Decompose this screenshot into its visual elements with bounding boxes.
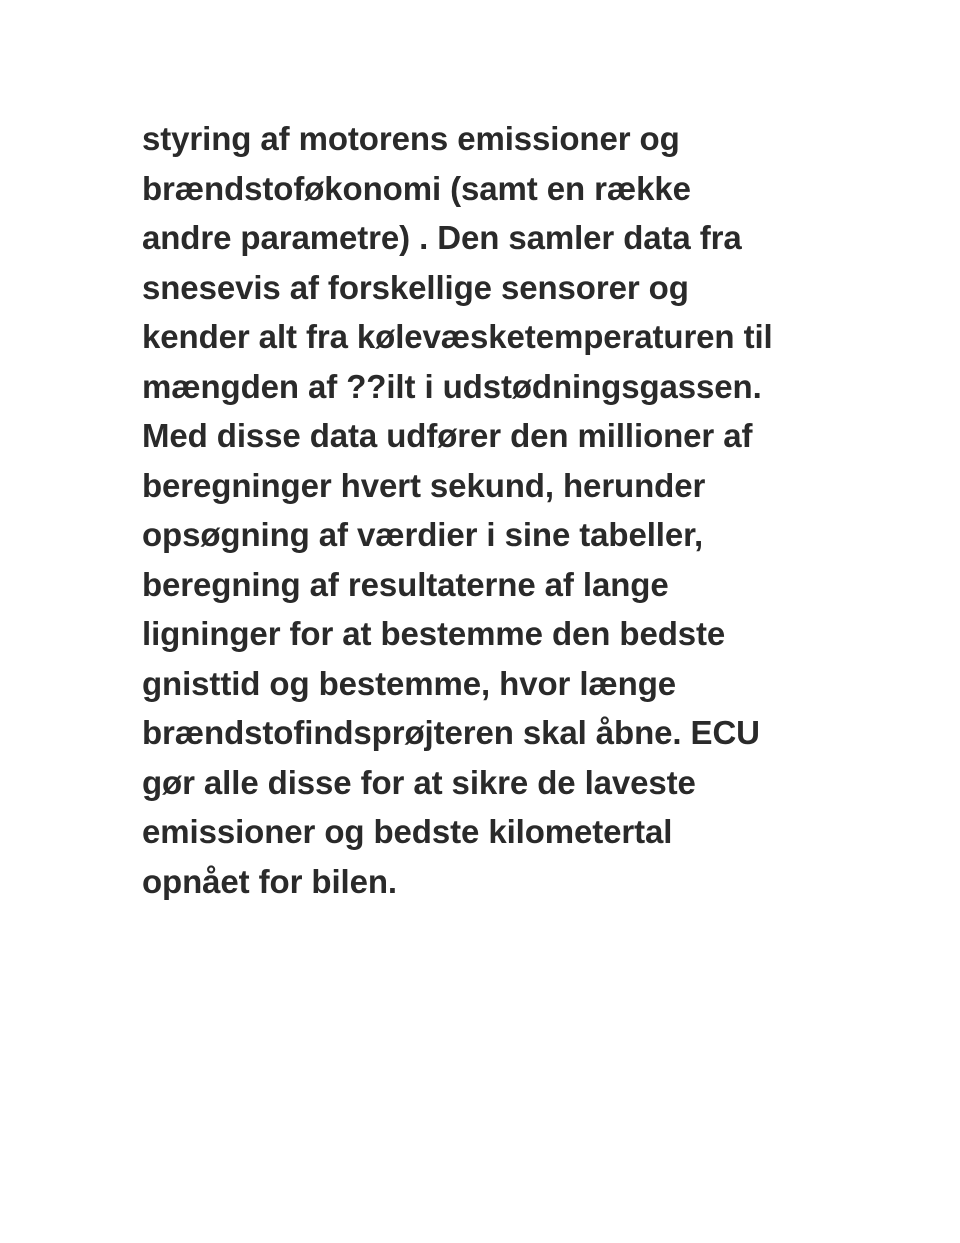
paragraph-line: brændstoføkonomi (samt en række (142, 169, 691, 207)
body-paragraph (142, 114, 862, 906)
paragraph-line: beregninger hvert sekund, herunder (142, 466, 706, 504)
paragraph-line: snesevis af forskellige sensorer og (142, 268, 689, 306)
paragraph-line: andre parametre) . Den samler data fra (142, 219, 742, 256)
paragraph-line: beregning af resultaterne af lange (142, 565, 669, 603)
paragraph-line: emissioner og bedste kilometertal (142, 813, 673, 850)
paragraph-line: ligninger for at bestemme den bedste (142, 615, 726, 652)
paragraph-line: gør alle disse for at sikre de laveste (142, 763, 696, 801)
paragraph-line: opsøgning af værdier i sine tabeller, (142, 516, 704, 553)
paragraph-line: gnisttid og bestemme, hvor længe (142, 664, 677, 702)
paragraph-line: kender alt fra kølevæsketemperaturen til (142, 318, 773, 355)
paragraph-line: mængden af ??ilt i udstødningsgassen. (142, 367, 762, 405)
paragraph-line: Med disse data udfører den millioner af (142, 417, 753, 454)
paragraph-line: brændstofindsprøjteren skal åbne. ECU (142, 714, 760, 751)
paragraph-line: opnået for bilen. (142, 862, 397, 900)
paragraph-line: styring af motorens emissioner og (142, 120, 680, 157)
